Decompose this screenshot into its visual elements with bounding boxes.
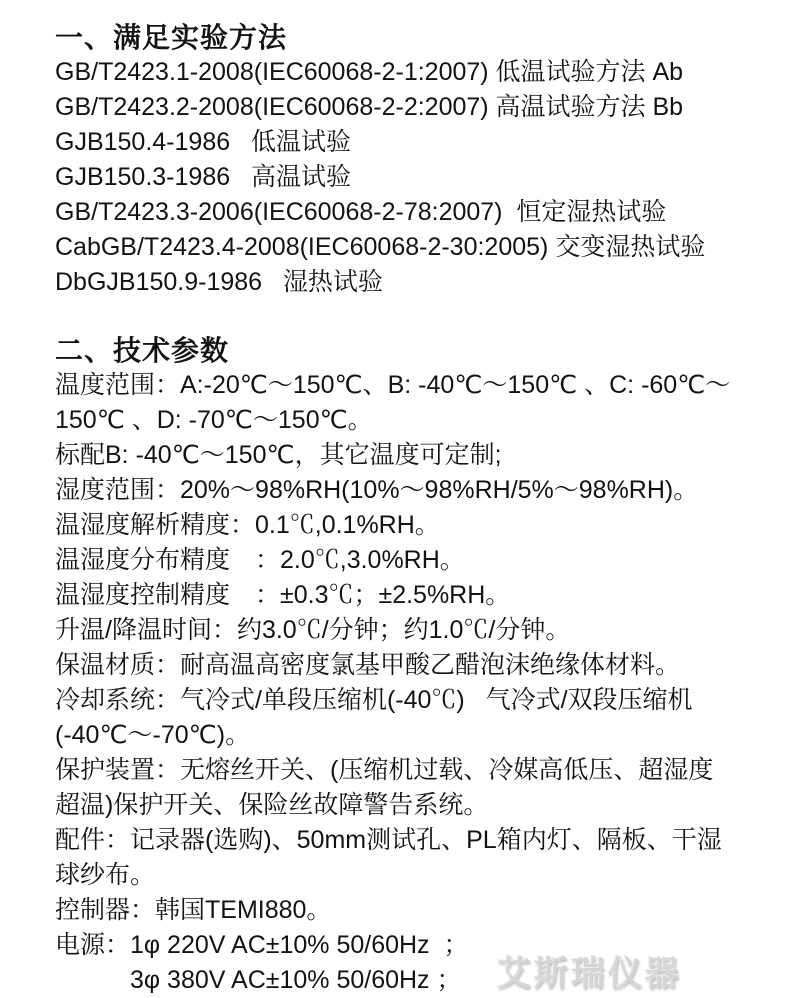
spec-line: 升温/降温时间：约3.0℃/分钟；约1.0℃/分钟。	[55, 616, 571, 644]
spec-line: 温度范围：A:-20℃～150℃、B: -40℃～150℃ 、C: -60℃～	[55, 371, 731, 399]
spec-line: 冷却系统：气冷式/单段压缩机(-40℃) 气冷式/双段压缩机	[55, 686, 693, 714]
standard-line: GB/T2423.1-2008(IEC60068-2-1:2007) 低温试验方法 Ab	[55, 58, 684, 86]
section-heading: 二、技术参数	[55, 335, 230, 366]
spec-line: 保温材质：耐高温高密度氯基甲酸乙醋泡沫绝缘体材料。	[55, 651, 681, 679]
standard-line: CabGB/T2423.4-2008(IEC60068-2-30:2005) 交变湿热试验	[55, 233, 706, 261]
standard-line: GB/T2423.2-2008(IEC60068-2-2:2007) 高温试验方法 Bb	[55, 93, 684, 121]
standard-line: GJB150.3-1986 高温试验	[55, 163, 351, 191]
standard-line: DbGJB150.9-1986 湿热试验	[55, 268, 383, 296]
spec-line: 标配B: -40℃～150℃，其它温度可定制;	[55, 441, 502, 469]
section-heading: 一、满足实验方法	[55, 22, 288, 53]
section-gap	[55, 300, 764, 333]
spec-line: 球纱布。	[55, 861, 156, 889]
spec-line: 温湿度分布精度 ：2.0℃,3.0%RH。	[55, 546, 465, 574]
spec-line: 配件：记录器(选购)、50mm测试孔、PL箱内灯、隔板、干湿	[55, 826, 722, 854]
spec-line: 控制器：韩国TEMI880。	[55, 896, 332, 924]
section-tech-params	[55, 333, 764, 998]
standard-line: GB/T2423.3-2006(IEC60068-2-78:2007) 恒定湿热试验	[55, 198, 667, 226]
spec-line: 超温)保护开关、保险丝故障警告系统。	[55, 791, 489, 819]
spec-line: 保护装置：无熔丝开关、(压缩机过载、冷媒高低压、超湿度	[55, 756, 714, 784]
spec-line: 湿度范围：20%～98%RH(10%～98%RH/5%～98%RH)。	[55, 476, 699, 504]
brand-watermark: 艾斯瑞仪器	[497, 955, 682, 993]
spec-line: 温湿度控制精度 ：±0.3℃；±2.5%RH。	[55, 581, 511, 609]
spec-line: (-40℃～-70℃)。	[55, 721, 251, 749]
standard-line: GJB150.4-1986 低温试验	[55, 128, 351, 156]
spec-line: 温湿度解析精度：0.1℃,0.1%RH。	[55, 511, 440, 539]
spec-line: 3φ 380V AC±10% 50/60Hz ；	[55, 966, 462, 994]
spec-line: 电源：1φ 220V AC±10% 50/60Hz ；	[55, 931, 469, 959]
section-test-methods	[55, 20, 764, 300]
spec-line: 150℃ 、D: -70℃～150℃。	[55, 406, 373, 434]
